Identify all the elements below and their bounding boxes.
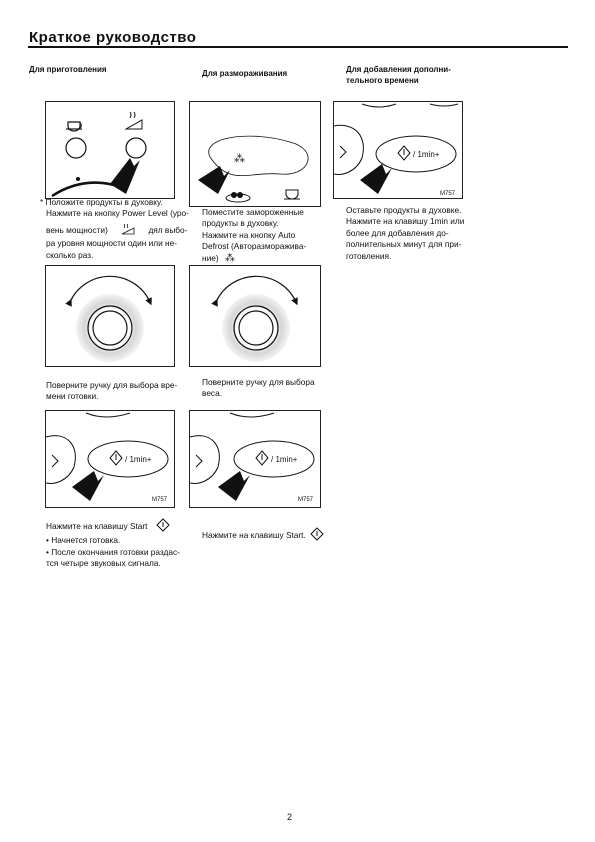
start-label: / 1min+ <box>125 455 152 464</box>
model-code: M757 <box>152 497 168 503</box>
start-diamond-icon <box>156 518 170 535</box>
steam-power-icon <box>126 112 142 129</box>
start-diamond-icon <box>398 146 410 160</box>
extra-time-heading: Для добавления дополни- тельного времени <box>346 65 451 85</box>
start-diamond-icon <box>256 451 268 465</box>
power-level-panel <box>45 101 175 199</box>
one-minute-panel <box>333 101 463 199</box>
pointing-arrow-icon <box>110 158 140 194</box>
snowflake-icon: ⁂ <box>224 252 235 264</box>
cooking-step1-text: * Положите продукты в духовку. Нажмите на кнопку Power Level (уро- вень мощности) дял выбо- ра уровня мощности один или не- сколько раз. <box>40 197 189 260</box>
cooking-step2-text: Поверните ручку для выбора вре- мени готовки. <box>46 380 178 402</box>
title-rule <box>28 46 568 48</box>
cook-button-left[interactable] <box>66 138 86 158</box>
defrost-step2-text: Поверните ручку для выбора веса. <box>202 377 315 399</box>
pointing-arrow-icon <box>198 166 230 194</box>
svg-text:⁂: ⁂ <box>234 152 245 165</box>
snowflake-icon <box>234 152 245 165</box>
power-level-button[interactable] <box>126 138 146 158</box>
steam-power-icon <box>120 223 136 238</box>
pointing-arrow-icon <box>360 164 392 194</box>
start-panel-defrost <box>189 410 321 508</box>
start-diamond-icon <box>310 527 324 544</box>
weight-knob-panel <box>189 265 321 367</box>
start-diamond-icon <box>110 451 122 465</box>
start-label: / 1min+ <box>271 455 298 464</box>
model-code: M757 <box>440 191 456 197</box>
defrost-step3-text: Нажмите на клавишу Start. <box>202 527 342 544</box>
pointing-arrow-icon <box>218 471 250 501</box>
time-knob-panel <box>45 265 175 367</box>
page-number: 2 <box>287 812 293 822</box>
defrost-step1-text: Поместите замороженные продукты в духовку. Нажмите на кнопку Auto Defrost (Авторазморажива- ние) ⁂ <box>202 207 307 264</box>
start-label: / 1min+ <box>413 150 440 159</box>
cup-icon <box>66 122 82 131</box>
start-panel-cooking <box>45 410 175 508</box>
auto-defrost-panel <box>189 101 321 207</box>
cooking-step3-text: Нажмите на клавишу Start • Начнется готовка. • После окончания готовки раздас- тся четыре звуковых сигнала. <box>46 518 206 570</box>
page-title: Краткое руководство <box>29 29 197 46</box>
cup-icon <box>284 190 300 199</box>
cooking-heading: Для приготовления <box>29 65 107 74</box>
pointing-arrow-icon <box>72 471 104 501</box>
extra-time-step1-text: Оставьте продукты в духовке. Нажмите на клавишу 1min или более для добавления до- полнительных минут для при- готовления. <box>346 205 465 261</box>
defrost-heading: Для размораживания <box>202 69 288 78</box>
defrost-food-icon <box>226 192 250 202</box>
model-code: M757 <box>298 497 314 503</box>
